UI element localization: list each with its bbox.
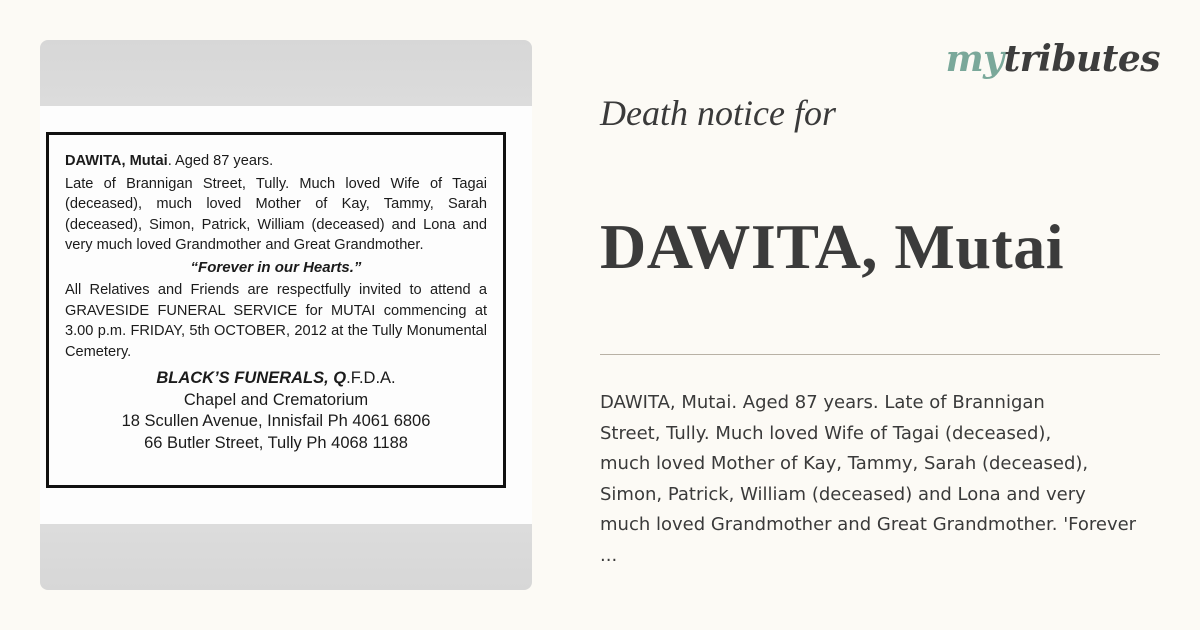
notice-image (40, 106, 532, 524)
funeral-director-name: BLACK’S FUNERALS, Q (156, 369, 347, 387)
notice-heading (65, 151, 487, 172)
notice-heading-age: . Aged 87 years. (167, 153, 274, 169)
notice-paragraph-1: Late of Brannigan Street, Tully. Much loved Wife of Tagai (deceased), much loved Mother of Kay, Tammy, Sarah (deceased), Simon, Patrick, William (deceased) and Lona and very much loved Grandmother and Great Grandmother. (65, 175, 487, 253)
funeral-director-suffix: .F.D.A. (346, 369, 396, 387)
death-notice-clipping (46, 132, 506, 488)
funeral-director-block (65, 368, 487, 454)
funeral-line-3: 66 Butler Street, Tully Ph 4068 1188 (144, 433, 408, 452)
mytributes-logo[interactable] (946, 38, 1160, 80)
divider (600, 354, 1160, 355)
notice-paragraph-2: All Relatives and Friends are respectfully invited to attend a GRAVESIDE FUNERAL SERVICE for MUTAI commencing at 3.00 p.m. FRIDAY, 5th OCTOBER, 2012 at the Tully Monumental Cemetery. (65, 282, 487, 360)
notice-quote: “Forever in our Hearts.” (190, 258, 362, 276)
logo-my: my (945, 38, 1004, 80)
notice-heading-name: DAWITA, Mutai (65, 153, 168, 169)
funeral-line-1: Chapel and Crematorium (183, 390, 369, 409)
notice-image-card[interactable] (40, 40, 532, 590)
notice-excerpt: DAWITA, Mutai. Aged 87 years. Late of Brannigan Street, Tully. Much loved Wife of Tagai (deceased), much loved Mother of Kay, Tammy, Sarah (deceased), Simon, Patrick, William (deceased) and Lona and very much loved Grandmother and Great Grandmother. 'Forever ... (600, 392, 1137, 566)
funeral-line-2: 18 Scullen Avenue, Innisfail Ph 4061 6806 (121, 412, 431, 430)
page-subtitle: Death notice for (600, 93, 836, 133)
page-title: DAWITA, Mutai (600, 211, 1064, 282)
logo-tributes: tributes (1003, 38, 1160, 80)
